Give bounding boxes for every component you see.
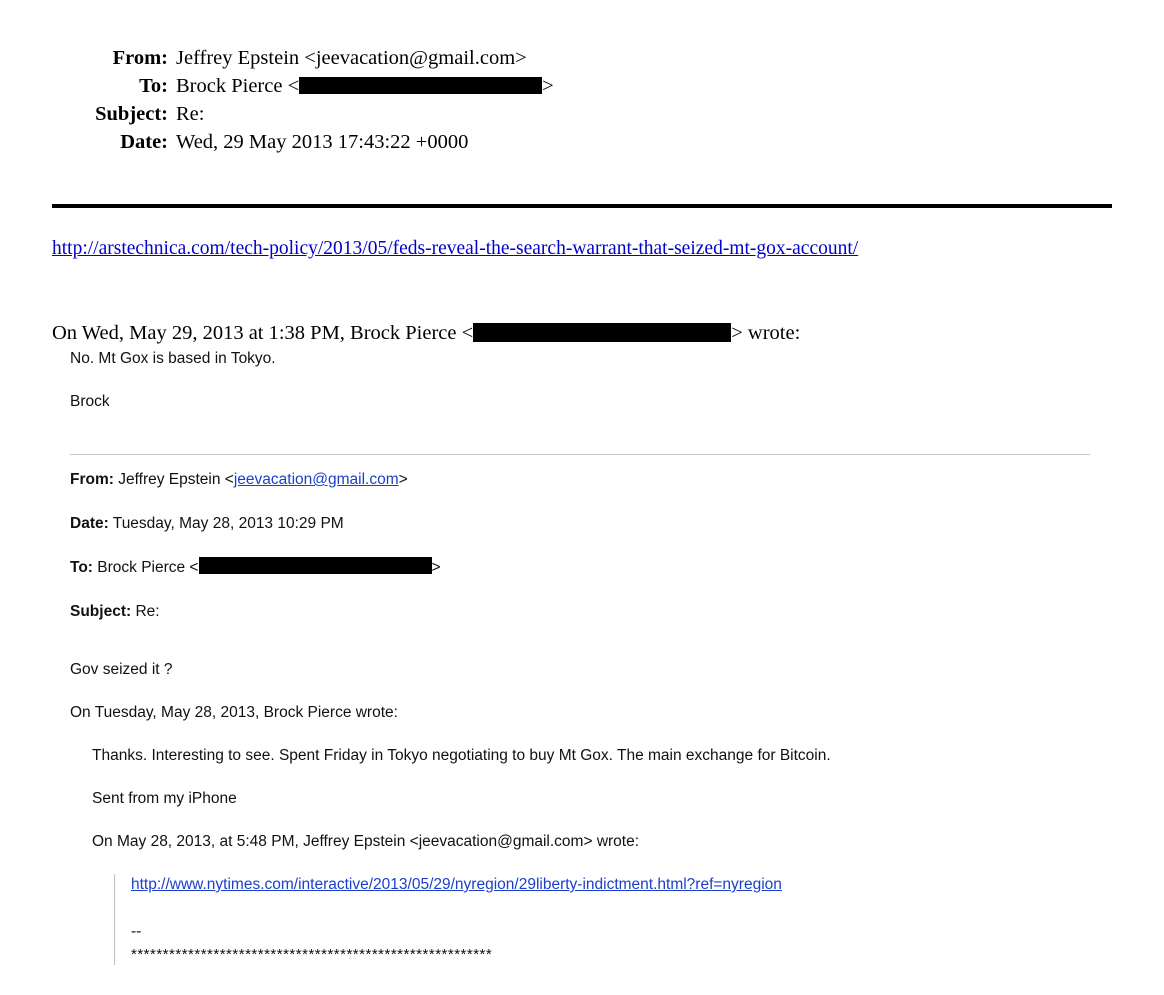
nytimes-link-paragraph [131,874,1110,895]
quote-separator-rule [70,454,1090,455]
from-value: Jeffrey Epstein <jeevacation@gmail.com> [176,47,527,69]
to-value [176,72,554,100]
header-row-to [52,72,1112,100]
date-value: Wed, 29 May 2013 17:43:22 +0000 [176,131,469,153]
quote1-from-close: > [398,471,408,488]
to-bracket-close: > [542,75,554,97]
quote1-to-label: To: [70,559,93,576]
quote1-from-email-link[interactable]: jeevacation@gmail.com [233,471,399,488]
signature-dashes: -- [131,923,142,940]
header-body-divider [52,204,1112,208]
quote1-meta-subject [70,601,1110,623]
quote1-line3: Gov seized it ? [70,661,173,678]
spacer [70,645,1110,659]
header-row-from [52,44,1112,72]
quoted-message-level-1 [70,348,1110,991]
quoted-message-level-2 [92,745,1110,965]
to-recipient-name: Brock Pierce < [176,75,300,97]
quote1-from-label: From: [70,471,114,488]
subject-value: Re: [176,103,205,125]
quote2-line1: Thanks. Interesting to see. Spent Friday in Tokyo negotiating to buy Mt Gox. The main exchange for Bitcoin. [92,747,831,764]
email-header [52,44,1112,156]
subject-label: Subject: [95,103,168,125]
quote1-from-name: Jeffrey Epstein < [118,471,234,488]
quote2-sent-from: Sent from my iPhone [92,790,237,807]
quote1-meta-from [70,469,1110,491]
quote1-line1: No. Mt Gox is based in Tokyo. [70,350,276,367]
redaction-bar-to [299,77,542,94]
nytimes-link[interactable]: http://www.nytimes.com/interactive/2013/05/29/nyregion/29liberty-indictment.html?ref=nyregion [131,876,782,893]
header-row-date [52,128,1112,156]
quote1-subject-value: Re: [135,603,160,620]
quote1-meta-to [70,557,1110,579]
quote2-attribution-line: On Tuesday, May 28, 2013, Brock Pierce wrote: [70,704,398,721]
quote1-to-close: > [431,559,441,576]
arstechnica-link[interactable]: http://arstechnica.com/tech-policy/2013/05/feds-reveal-the-search-warrant-that-seized-mt-gox-account/ [52,238,859,259]
quote1-meta-date [70,513,1110,535]
quote3-attribution-line: On May 28, 2013, at 5:48 PM, Jeffrey Epstein <jeevacation@gmail.com> wrote: [92,833,640,850]
reply-attribution-suffix: > wrote: [731,322,801,344]
to-label: To: [139,75,168,97]
quote1-to-name: Brock Pierce < [97,559,199,576]
redaction-bar-reply [473,323,731,342]
date-label: Date: [120,131,168,153]
quote1-subject-label: Subject: [70,603,132,620]
spacer [70,434,1110,454]
quote1-date-value: Tuesday, May 28, 2013 10:29 PM [112,515,344,532]
reply-attribution-prefix: On Wed, May 29, 2013 at 1:38 PM, Brock Pierce < [52,322,474,344]
redaction-bar-quote1-to [199,557,432,574]
from-label: From: [112,47,168,69]
header-row-subject [52,100,1112,128]
reply-attribution-line [52,320,800,346]
quoted-message-level-3 [114,874,1110,965]
quote1-date-label: Date: [70,515,109,532]
quote1-signature: Brock [70,393,110,410]
signature-stars: ********************************************************* [131,946,493,963]
